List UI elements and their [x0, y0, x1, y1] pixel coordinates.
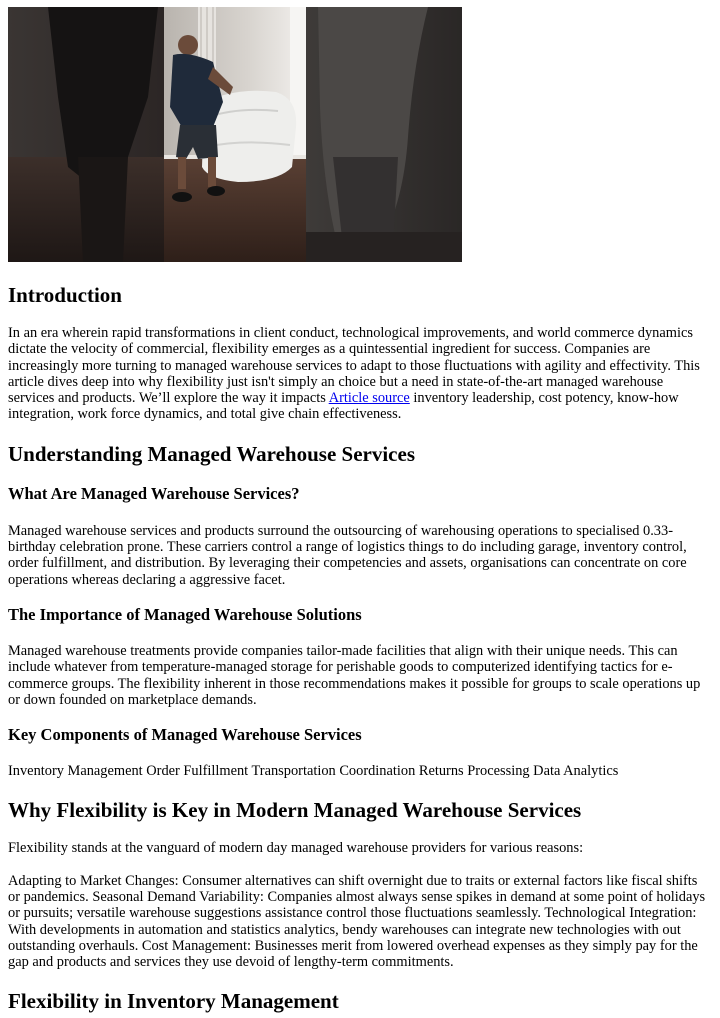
what-are-paragraph: Managed warehouse services and products surround the outsourcing of warehousing operations to specialised 0.33-birthday celebration prone. These carriers control a range of logistics things to do including garage, inventory control, order fulfillment, and distribution. By leveraging their competencies and assets, organisations can concentrate on core operations whereas declaring a aggressive facet.	[8, 522, 687, 588]
why-flexibility-intro: Flexibility stands at the vanguard of modern day managed warehouse providers for various reasons:	[8, 840, 584, 857]
intro-text-after-link: inventory leadership, cost potency, know-how integration, work force dynamics, and total give chain effectiveness.	[8, 390, 679, 423]
key-components-paragraph: Inventory Management Order Fulfillment Transportation Coordination Returns Processing Data Analytics	[8, 763, 619, 780]
key-components-heading: Key Components of Managed Warehouse Services	[8, 725, 362, 745]
intro-text-before-link: In an era wherein rapid transformations in client conduct, technological improvements, and world commerce dynamics dictate the velocity of commercial, flexibility emerges as a quintessential ingredient for success. Companies are increasingly more turning to managed warehouse services to adapt to those fluctuations with agility and effectivity. This article dives deep into why flexibility just isn't simply an choice but a need in state-of-the-art managed warehouse services and products. We’ll explore the way it impacts	[8, 325, 700, 407]
importance-paragraph: Managed warehouse treatments provide companies tailor-made facilities that align with their unique needs. This can include whatever from temperature-managed storage for perishable goods to computerized identifying tactics for e-commerce groups. The flexibility inherent in those recommendations makes it possible for groups to scale operations up or down founded on marketplace demands.	[8, 642, 701, 708]
hero-image	[8, 7, 462, 262]
inventory-flexibility-heading: Flexibility in Inventory Management	[8, 988, 339, 1013]
hero-photo-illustration	[8, 7, 462, 262]
what-are-heading: What Are Managed Warehouse Services?	[8, 483, 300, 503]
intro-heading: Introduction	[8, 283, 122, 307]
importance-heading: The Importance of Managed Warehouse Solutions	[8, 604, 362, 624]
why-flexibility-heading: Why Flexibility is Key in Modern Managed Warehouse Services	[8, 798, 582, 823]
understanding-heading: Understanding Managed Warehouse Services	[8, 441, 415, 466]
intro-paragraph	[8, 325, 712, 423]
why-flexibility-reasons: Adapting to Market Changes: Consumer alternatives can shift overnight due to traits or external factors like fiscal shifts or pandemics. Seasonal Demand Variability: Companies almost always sense spikes in demand at some point of holidays or pursuits; versatile warehouse suggestions assistance control those fluctuations seamlessly. Technological Integration: With developments in automation and statistics analytics, bendy warehouses can integrate new technologies with out outstanding overhauls. Cost Management: Businesses merit from lowered overhead expenses as they simply pay for the gap and products and services they use devoid of lengthy-term commitments.	[8, 872, 706, 971]
article-source-link[interactable]: Article source	[328, 390, 410, 407]
